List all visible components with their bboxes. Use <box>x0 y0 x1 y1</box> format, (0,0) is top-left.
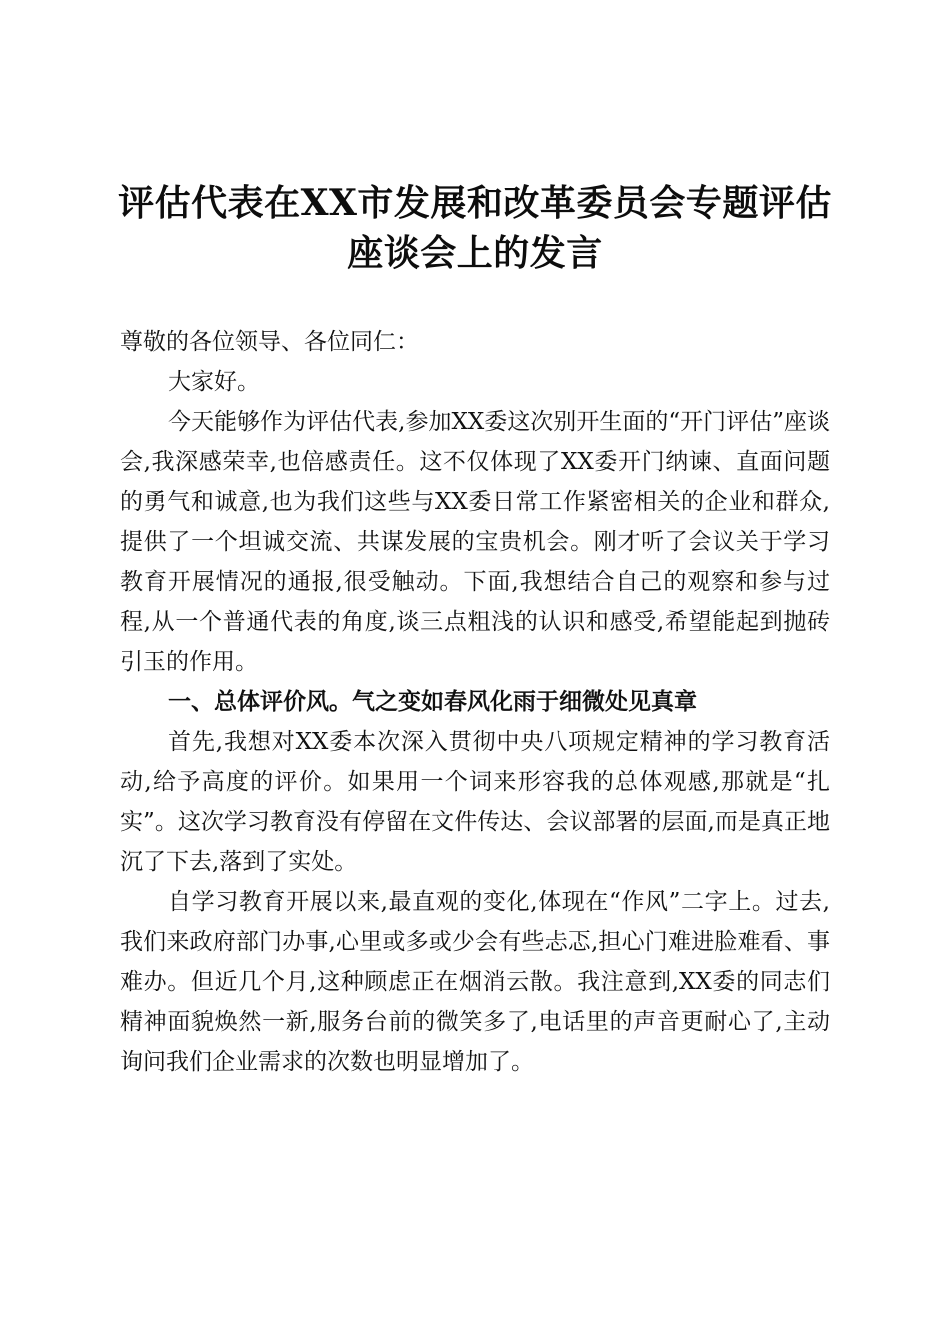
title-line-1: 评估代表在XX市发展和改革委员会专题评估 <box>118 182 832 224</box>
salutation: 尊敬的各位领导、各位同仁： <box>120 329 419 355</box>
document-title <box>90 178 860 278</box>
paragraph-style-change: 自学习教育开展以来,最直观的变化,体现在“作风”二字上。过去,我们来政府部门办事,心里或多或少会有些忐忑,担心门难进脸难看、事难办。但近几个月,这种顾虑正在烟消云散。我注意到,XX委的同志们精神面貌焕然一新,服务台前的微笑多了,电话里的声音更耐心了,主动询问我们企业需求的次数也明显增加了。 <box>120 889 830 1075</box>
section-heading-1: 一、总体评价风。气之变如春风化雨于细微处见真章 <box>168 689 697 715</box>
paragraph-intro: 今天能够作为评估代表,参加XX委这次别开生面的“开门评估”座谈会,我深感荣幸,也倍感责任。这不仅体现了XX委开门纳谏、直面问题的勇气和诚意,也为我们这些与XX委日常工作紧密相关的企业和群众,提供了一个坦诚交流、共谋发展的宝贵机会。刚才听了会议关于学习教育开展情况的通报,很受触动。下面,我想结合自己的观察和参与过程,从一个普通代表的角度,谈三点粗浅的认识和感受,希望能起到抛砖引玉的作用。 <box>120 409 830 675</box>
paragraph-evaluation: 首先,我想对XX委本次深入贯彻中央八项规定精神的学习教育活动,给予高度的评价。如果用一个词来形容我的总体观感,那就是“扎实”。这次学习教育没有停留在文件传达、会议部署的层面,而是真正地沉了下去,落到了实处。 <box>120 729 830 875</box>
greeting: 大家好。 <box>168 369 260 395</box>
title-line-2: 座谈会上的发言 <box>347 232 603 274</box>
document-body <box>120 322 830 1082</box>
